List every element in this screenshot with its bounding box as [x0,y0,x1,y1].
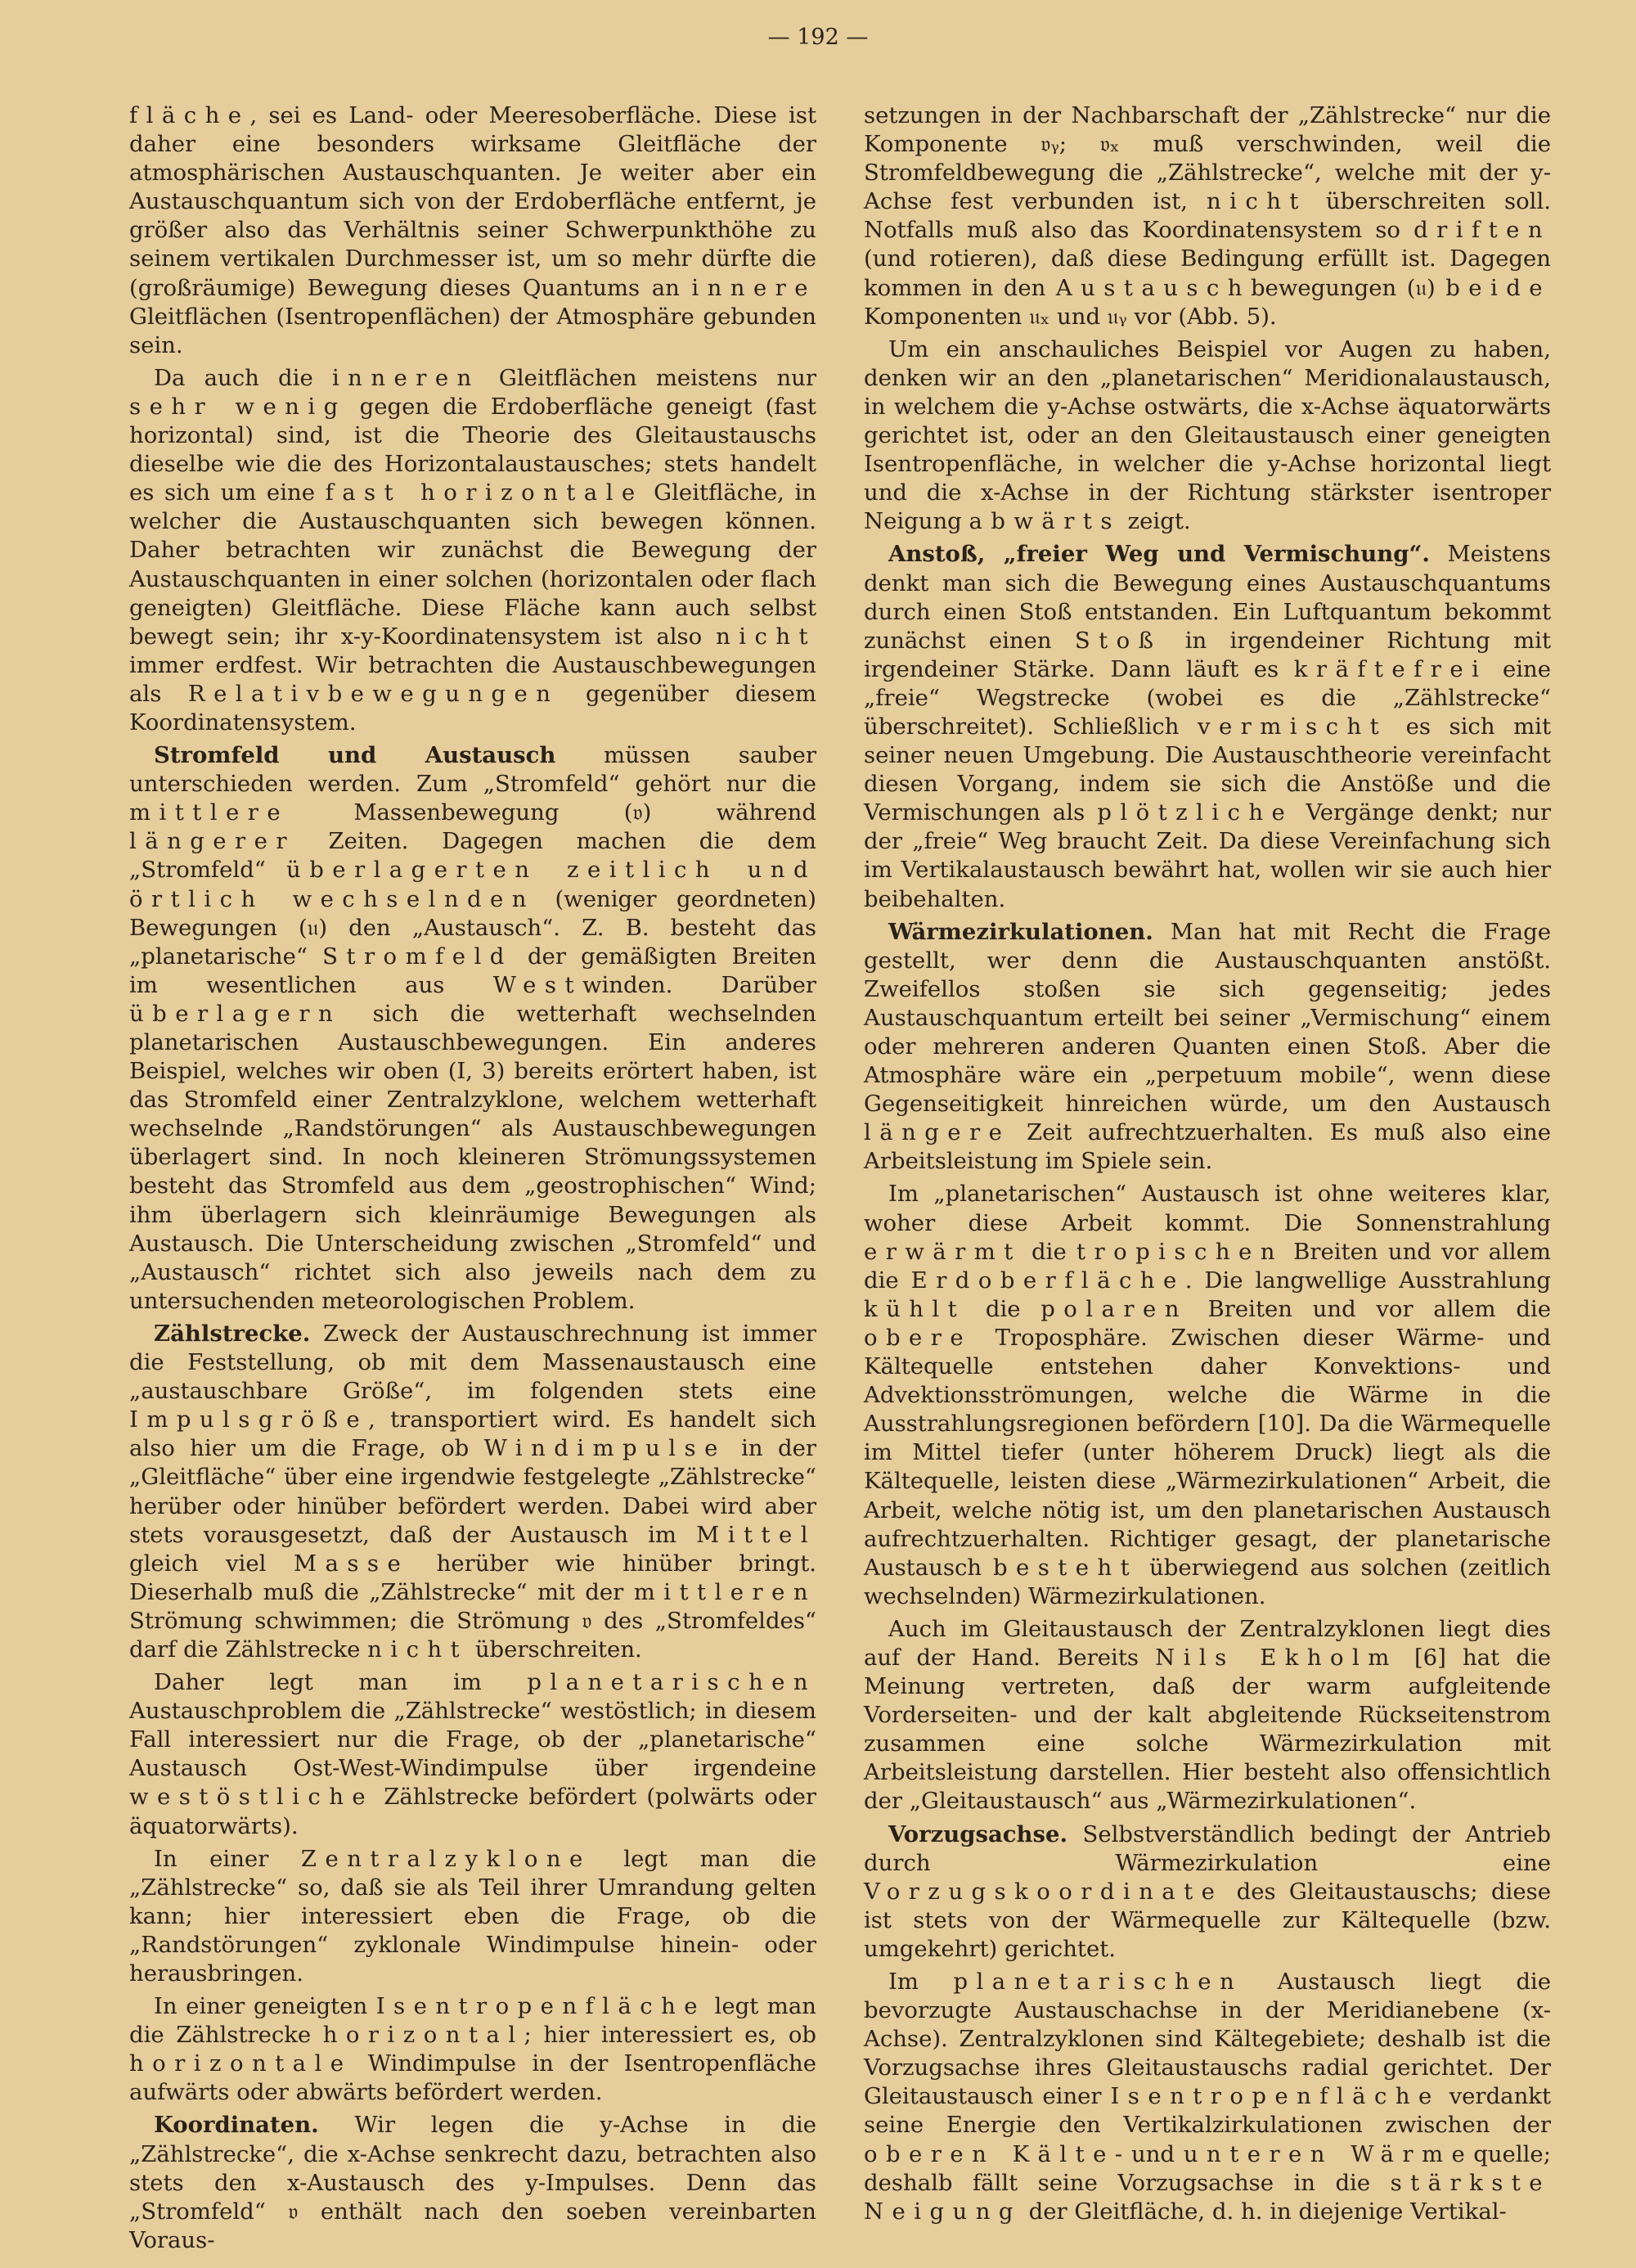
spaced-emphasis: Isentropenfläche [375,1993,706,2020]
text-run: . Die langwellige Ausstrahlung [1184,1267,1552,1294]
text-run: Vergänge denkt; nur der „freie“ Weg braucht Zeit. Da diese Vereinfachung sich im Vertikalaustausch bewährt hat, wollen wir sie auch hier beibehalten. [864,799,1551,912]
spaced-emphasis: mittleren [633,1578,816,1605]
paragraph [129,1845,816,1988]
spaced-emphasis: oberen Kälte [864,2140,1115,2167]
spaced-emphasis: überlagerten zeitlich und örtlich wechselnden [129,857,816,912]
text-run: Gleitflächen meistens nur [479,364,817,391]
text-run: Massenbewegung (𝔳) während [289,799,816,826]
section-heading: Koordinaten. [154,2112,319,2139]
spaced-emphasis: driften [1414,217,1551,244]
text-run: In einer [154,1845,301,1872]
text-run: gegenüber diesem Koordinatensystem. [129,680,816,736]
text-run: bewegungen (𝔲) [1250,274,1446,301]
text-run: Austauschproblem die „Zählstrecke“ westöstlich; in diesem Fall interessiert nur die Frage, ob der „planetarische“ Austausch Ost-West-Windimpulse über irgendeine [129,1698,816,1782]
spaced-emphasis: innere [691,274,816,301]
text-run: (und rotieren), daß diese Bedingung erfüllt ist. Dagegen kommen in den [864,245,1551,301]
text-run: [6] hat die Meinung vertreten, daß der warm aufgleitende Vorderseiten- und der kalt abgleitende Rückseitenstrom zusammen eine solche Wärmezirkulation mit Arbeitsleistung darstellen. Hier besteht also offensichtlich der „Gleitaustausch“ aus „Wärmezirkulationen“. [864,1644,1551,1815]
text-run: herüber wie hinüber bringt. Dieserhalb muß die „Zählstrecke“ mit der [129,1550,816,1605]
text-run: Windimpulse in der Isentropenfläche aufwärts oder abwärts befördert werden. [129,2050,816,2106]
text-run: (weniger geordneten) Bewegungen (𝔲) den „Austausch“. Z. B. besteht das „planetarische“ [129,885,816,970]
spaced-emphasis: horizontale [129,2050,353,2077]
paragraph [864,1180,1551,1610]
spaced-emphasis: besteht [992,1554,1139,1581]
spaced-emphasis: tropischen [1076,1238,1283,1265]
text-run: gleich viel [129,1550,294,1577]
section-heading: Zählstrecke. [154,1320,311,1347]
spaced-emphasis: Erdoberfläche [910,1267,1185,1294]
text-run: der gemäßigten Breiten im wesentlichen aus [129,943,816,998]
spaced-emphasis: Isentropenfläche [1110,2083,1440,2110]
text-run: verdankt seine Energie den Vertikalzirkulationen zwischen der [864,2083,1552,2139]
text-run: winden. Darüber [582,971,816,998]
text-run: Da auch die [154,364,332,391]
spaced-emphasis: längere [864,1119,1011,1146]
spaced-emphasis: stärkste Neigung [864,2169,1551,2225]
text-run: Zeit aufrechtzuerhalten. Es muß also eine Arbeitsleistung im Spiele sein. [864,1119,1551,1175]
spaced-emphasis: nicht [367,1636,469,1663]
text-run: überschreiten soll. Notfalls muß also das Koordinatensystem so [864,188,1551,244]
text-run: Troposphäre. Zwischen dieser Wärme- und Kältequelle entstehen daher Konvektions- und Advektionsströmungen, welche die Wärme in die Ausstrahlungsregionen befördern [10]. Da die Wärmequelle im Mittel tiefer (unter höherem Druck) liegt als die Kältequelle, leisten diese „Wärmezirkulationen“ Arbeit, die Arbeit, welche nötig ist, um den planetarischen Austausch aufrechtzuerhalten. Richtiger gesagt, der planetarische Austausch [864,1324,1551,1581]
spaced-emphasis: Impulsgröße [129,1406,369,1433]
text-run: quelle; deshalb fällt seine Vorzugsachse in die [864,2140,1551,2196]
spaced-emphasis: überlagern [129,1000,342,1027]
paragraph [129,2111,816,2254]
spaced-emphasis: fast horizontale [325,479,644,506]
text-run: Breiten und vor allem die [1187,1295,1551,1322]
text-run: Breiten und vor allem die [864,1238,1552,1294]
text-run: In einer geneigten [154,1993,376,2020]
text-run: Zählstrecke befördert (polwärts oder äquatorwärts). [129,1784,816,1839]
spaced-emphasis: kühlt [864,1295,966,1322]
text-run: , sei es Land- oder Meeresoberfläche. Diese ist daher eine besonders wirksame Gleitfläche der atmosphärischen Austauschquanten. Je weiter aber ein Austauschquantum sich von der Erdoberfläche entfernt, je größer also das Verhältnis seiner Schwerpunkthöhe zu seinem vertikalen Durchmesser ist, um so mehr dürfte die (großräumige) Bewegung dieses Quantums an [129,102,816,301]
text-run: Strömung schwimmen; die Strömung 𝔳 des „Stromfeldes“ darf die Zählstrecke [129,1607,816,1663]
paragraph [129,1320,816,1664]
page-number: — 192 — [767,25,869,50]
spaced-emphasis: planetarischen [953,1969,1243,1995]
text-run: Meistens denkt man sich die Bewegung eines Austauschquantums durch einen Stoß entstanden. Ein Luftquantum bekommt zunächst einen [864,541,1551,654]
section-heading: Anstoß, „freier Weg und Vermischung“. [888,541,1430,568]
text-run: Wir legen die y-Achse in die „Zählstrecke“, die x-Achse senkrecht dazu, betrachten also stets den x-Austausch des y-Impulses. Denn das „Stromfeld“ 𝔳 enthält nach den soeben vereinbarten Voraus- [129,2112,816,2253]
spaced-emphasis: Windimpulse [483,1435,726,1462]
spaced-emphasis: sehr wenig [129,393,347,420]
text-run: zeigt. [1120,508,1191,535]
text-run: müssen sauber unterschieden werden. Zum „Stromfeld“ gehört nur die [129,742,816,798]
left-column [129,101,816,2255]
spaced-emphasis: planetarischen [527,1669,816,1696]
text-run: , transportiert wird. Es handelt sich also hier um die Frage, ob [129,1406,816,1462]
paragraph [864,335,1551,537]
text-run: Gleitfläche, in welcher die Austauschquanten sich bewegen können. Daher betrachten wir zunächst die Bewegung der Austauschquanten in einer solchen (horizontalen oder flach geneigten) Gleitfläche. Diese Fläche kann auch selbst bewegt sein; ihr x-y-Koordinatensystem ist also [129,479,816,650]
spaced-emphasis: kräftefrei [1293,655,1488,682]
text-run: des Gleitaustauschs; diese ist stets von der Wärmequelle zur Kältequelle (bzw. umgekehrt) gerichtet. [864,1878,1551,1962]
spaced-emphasis: vermischt [1197,713,1388,740]
text-run: Selbstverständlich bedingt der Antrieb durch Wärmezirkulation eine [864,1820,1551,1876]
paragraph [864,1968,1551,2226]
spaced-emphasis: abwärts [969,508,1121,535]
spaced-emphasis: beide [1445,274,1551,301]
text-run: Zeiten. Dagegen machen die dem „Stromfeld“ [129,828,816,884]
text-run: ; hier interessiert es, ob [524,2022,816,2049]
paragraph [864,918,1551,1177]
spaced-emphasis: obere [864,1324,973,1351]
text-run: Im [888,1969,954,1995]
spaced-emphasis: Stromfeld [322,943,513,970]
right-column [864,101,1551,2226]
text-run: legt man die Zählstrecke [129,1993,816,2049]
spaced-emphasis: Austausch [1055,274,1251,301]
text-run: sich die wetterhaft wechselnden planetarischen Austauschbewegungen. Ein anderes Beispiel, welches wir oben (I, 3) bereits erörtert haben, ist das Stromfeld einer Zentralzyklone, welchem wetterhaft wechselnde „Randstörungen“ als Austauschbewegungen überlagert sind. In noch kleineren Strömungssystemen besteht das Stromfeld aus dem „geostrophischen“ Wind; ihm überlagern sich kleinräumige Bewegungen als Austausch. Die Unterscheidung zwischen „Stromfeld“ und „Austausch“ richtet sich also jeweils nach dem zu untersuchenden meteorologischen Problem. [129,1000,816,1314]
text-run: Um ein anschauliches Beispiel vor Augen zu haben, denken wir an den „planetarischen“ Meridionalaustausch, in welchem die y-Achse ostwärts, die x-Achse äquatorwärts gerichtet ist, oder an den Gleitaustausch einer geneigten Isentropenfläche, in welcher die y-Achse horizontal liegt und die x-Achse in der Richtung stärkster isentroper Neigung [864,335,1551,535]
text-run: Austausch liegt die bevorzugte Austauschachse in der Meridianebene (x-Achse). Zentralzyklonen sind Kältegebiete; deshalb ist die Vorzugsachse ihres Gleitaustauschs radial gerichtet. Der Gleitaustausch einer [864,1969,1551,2110]
paragraph [864,1820,1551,1964]
text-run: es sich mit seiner neuen Umgebung. Die Austauschtheorie vereinfacht diesen Vorgang, indem sie sich die Anstöße und die Vermischungen als [864,713,1551,826]
section-heading: Wärmezirkulationen. [888,918,1153,945]
spaced-emphasis: Vorzugskoordinate [864,1878,1224,1905]
spaced-emphasis: plötzliche [1097,799,1294,826]
paragraph [864,101,1551,331]
text-run: gegen die Erdoberfläche geneigt (fast horizontal) sind, ist die Theorie des Gleitaustauschs dieselbe wie die des Horizontalaustausches; stets handelt es sich um eine [129,393,816,506]
section-heading: Stromfeld und Austausch [154,742,556,769]
text-run: Gleitflächen (Isentropenflächen) der Atmosphäre gebunden sein. [129,303,816,358]
spaced-emphasis: westöstliche [129,1784,375,1811]
paragraph [129,364,816,737]
text-run: überwiegend aus solchen (zeitlich wechselnden) Wärmezirkulationen. [864,1554,1551,1609]
spaced-emphasis: polaren [1040,1295,1188,1322]
spaced-emphasis: nicht [716,623,816,650]
spaced-emphasis: längerer [129,828,295,855]
text-run: die [965,1295,1041,1322]
spaced-emphasis: unteren Wärme [1183,2140,1474,2167]
spaced-emphasis: mittlere [129,799,290,826]
text-run: Auch im Gleitaustausch der Zentralzyklonen liegt dies auf der Hand. Bereits [864,1615,1551,1671]
spaced-emphasis: erwärmt [864,1238,1022,1265]
text-run: - und [1114,2140,1184,2167]
spaced-emphasis: fläche [129,102,250,128]
text-run: Zweck der Austauschrechnung ist immer die Feststellung, ob mit dem Massenaustausch eine „austauschbare Größe“, im folgenden stets eine [129,1320,816,1405]
spaced-emphasis: Mittel [696,1521,816,1548]
paragraph [864,1615,1551,1816]
text-run: die [1021,1238,1076,1265]
text-run: Im „planetarischen“ Austausch ist ohne weiteres klar, woher diese Arbeit kommt. Die Sonnenstrahlung [864,1181,1551,1236]
spaced-emphasis: Masse [293,1550,410,1577]
paragraph [129,101,816,360]
spaced-emphasis: nicht [1206,188,1307,215]
paragraph [129,741,816,1316]
section-heading: Vorzugsachse. [888,1820,1068,1847]
text-run: in irgendeiner Richtung mit irgendeiner Stärke. Dann läuft es [864,627,1551,682]
text-run: setzungen in der Nachbarschaft der „Zählstrecke“ nur die Komponente 𝔳ᵧ; 𝔳ₓ muß verschwinden, weil die Stromfeldbewegung die „Zählstrecke“, welche mit der y-Achse fest verbunden ist, [864,102,1551,215]
text-run: der Gleitfläche, d. h. in diejenige Vertikal- [1021,2198,1507,2225]
spaced-emphasis: inneren [331,364,480,391]
text-run: legt man die „Zählstrecke“ so, daß sie als Teil ihrer Umrandung gelten kann; hier interessiert eben die Frage, ob die „Randstörungen“ zyklonale Windimpulse hinein- oder herausbringen. [129,1845,816,1987]
paragraph [864,540,1551,913]
paragraph [129,1992,816,2107]
paragraph [129,1668,816,1841]
spaced-emphasis: Zentralzyklone [300,1845,591,1872]
text-run: überschreiten. [468,1636,642,1663]
spaced-emphasis: West [492,971,582,998]
spaced-emphasis: Nils Ekholm [1155,1644,1398,1671]
spaced-emphasis: Stoß [1074,627,1162,654]
text-run: Daher legt man im [154,1669,528,1696]
spaced-emphasis: Relativbewegungen [187,680,560,707]
text-run: eine „freie“ Wegstrecke (wobei es die „Zählstrecke“ überschreitet). Schließlich [864,655,1551,740]
text-run: in der „Gleitfläche“ über eine irgendwie festgelegte „Zählstrecke“ herüber oder hinüber befördert werden. Dabei wird aber stets vorausgesetzt, daß der Austausch im [129,1435,816,1548]
spaced-emphasis: horizontal [322,2022,524,2049]
text-run: Komponenten 𝔲ₓ und 𝔲ᵧ vor (Abb. 5). [864,303,1277,330]
text-run: Man hat mit Recht die Frage gestellt, wer denn die Austauschquanten anstößt. Zweifellos stoßen sie sich gegenseitig; jedes Austauschquantum erteilt bei seiner „Vermischung“ einem oder mehreren anderen Quanten einen Stoß. Aber die Atmosphäre wäre ein „perpetuum mobile“, wenn diese Gegenseitigkeit hinreichen würde, um den Austausch [864,918,1551,1118]
text-run: immer erdfest. Wir betrachten die Austauschbewegungen als [129,651,816,707]
